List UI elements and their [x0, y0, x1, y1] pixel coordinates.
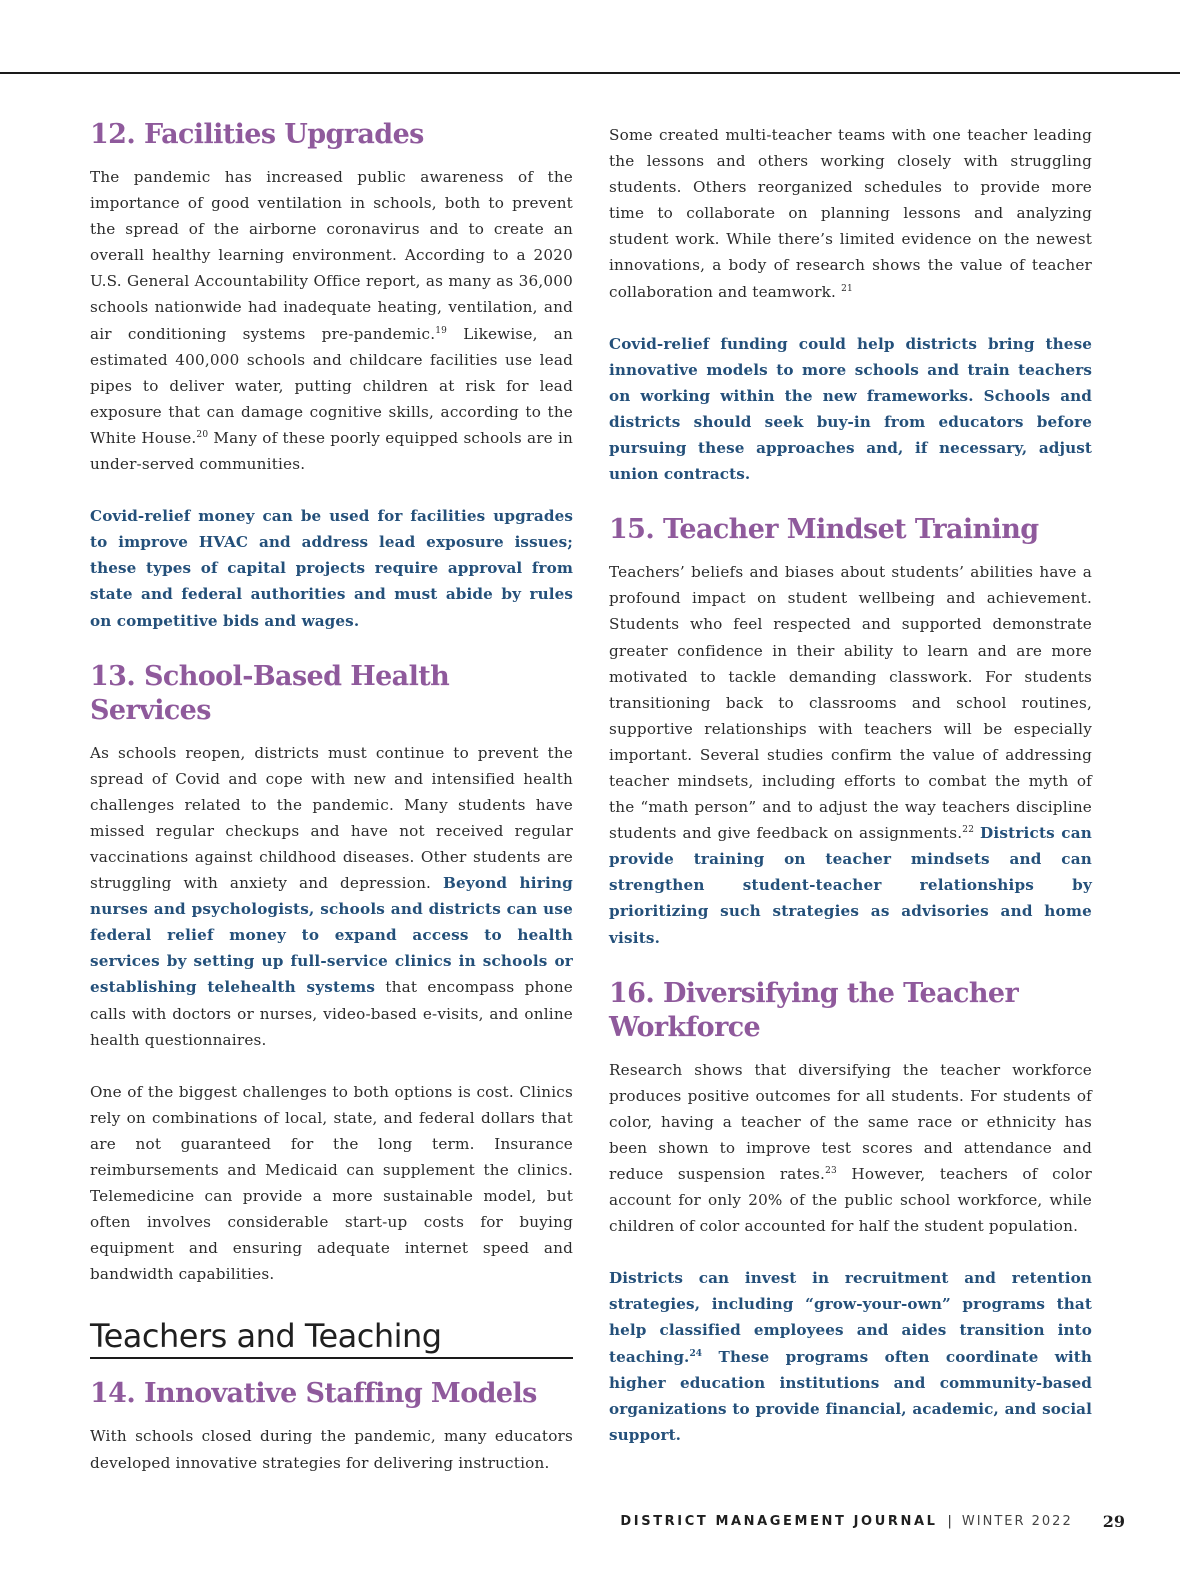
section-16-callout: Districts can invest in recruitment and retention strategies, including “grow-your-own” programs that help classified employees and aides transition into teaching.$^{24}$ These programs often coordinate with higher education institutions and community-based organizations to provide financial, academic, and social support. — [609, 1269, 1092, 1444]
section-14-callout: Covid-relief funding could help districts bring these innovative models to more schools and train teachers on working within the new frameworks. Schools and districts should seek buy-in from educators before pursuing these approaches and, if necessary, adjust union contracts. — [609, 334, 1092, 484]
section-16-title: 16. Diversifying the Teacher Workforce — [609, 977, 1019, 1043]
footnote-ref: 21 — [841, 283, 853, 294]
section-15-body: Teachers’ beliefs and biases about students’ abilities have a profound impact on student wellbeing and achievement. Students who feel respected and supported demonstrate greater confidence in their ability to learn and are more motivated to tackle demanding classwork. For students transitioning back to classrooms and school routines, supportive relationships with teachers will be especially important. Several studies confirm the value of addressing teacher mindsets, including efforts to combat the myth of the “math person” and to adjust the way teachers discipline students and give feedback on assignments.$^{22}$ Districts can provide training on teacher mindsets and can strengthen student-teacher relationships by prioritizing such strategies as advisories and home visits. — [609, 563, 1093, 947]
section-14-body-2: Some created multi-teacher teams with one teacher leading the lessons and others working closely with struggling students. Others reorganized schedules to provide more time to collaborate on planning lessons and analyzing student work. While there’s limited evidence on the newest innovations, a body of research shows the value of teacher collaboration and teamwork. $^{21}$ — [609, 126, 1092, 301]
footnote-ref: 22 — [962, 825, 975, 836]
left-column — [90, 118, 573, 1502]
section-14-body: With schools closed during the pandemic, many educators developed innovative strategies for delivering instruction. — [90, 1427, 573, 1472]
section-13-body-2: One of the biggest challenges to both options is cost. Clinics rely on combinations of local, state, and federal dollars that are not guaranteed for the long term. Insurance reimbursements and Medicaid can supplement the clinics. Telemedicine can provide a more sustainable model, but often involves considerable start-up costs for buying equipment and ensuring adequate internet speed and bandwidth capabilities. — [90, 1082, 573, 1284]
section-15-title: 15. Teacher Mindset Training — [609, 514, 1039, 546]
section-13-inline-callout: Beyond hiring nurses and psychologists, schools and districts can use federal relief money to expand access to health services by setting up full-service clinics in schools or establishing telehealth systems — [90, 874, 573, 997]
group-heading: Teachers and Teaching — [90, 1317, 573, 1359]
section-12-body: The pandemic has increased public awareness of the importance of good ventilation in schools, both to prevent the spread of the airborne coronavirus and to create an overall healthy learning environment. According to a 2020 U.S. General Accountability Office report, as many as 36,000 schools nationwide had inadequate heating, ventilation, and air conditioning systems pre-pandemic.$^{19}$ Likewise, an estimated 400,000 schools and childcare facilities use lead pipes to deliver water, putting children at risk for lead exposure that can damage cognitive skills, according to the White House.$^{20}$ Many of these poorly equipped schools are in under-served communities. — [90, 168, 573, 474]
section-14-title: 14. Innovative Staffing Models — [90, 1378, 537, 1410]
footnote-ref: 19 — [435, 325, 448, 336]
page-number: 29 — [1102, 1512, 1125, 1531]
journal-name: DISTRICT MANAGEMENT JOURNAL — [620, 1514, 938, 1529]
section-16-body: Research shows that diversifying the teacher workforce produces positive outcomes for all students. For students of color, having a teacher of the same race or ethnicity has been shown to improve test scores and attendance and reduce suspension rates.$^{23}$ However, teachers of color account for only 20% of the public school workforce, while children of color accounted for half the student population. — [609, 1060, 1092, 1236]
footnote-ref: 20 — [196, 429, 209, 440]
page-footer — [620, 1512, 1125, 1531]
section-13-body: As schools reopen, districts must continue to prevent the spread of Covid and cope with new and intensified health challenges related to the pandemic. Many students have missed regular checkups and have not received regular vaccinations against childhood diseases. Other students are struggling with anxiety and depression. Beyond hiring nurses and psychologists, schools and districts can use federal relief money to expand access to health services by setting up full-service clinics in schools or establishing telehealth systems that encompass phone calls with doctors or nurses, video-based e-visits, and online health questionnaires. — [90, 743, 573, 1049]
right-column — [609, 122, 1092, 1474]
section-12-title: 12. Facilities Upgrades — [90, 119, 424, 150]
footer-separator: | — [947, 1514, 952, 1529]
section-12-callout: Covid-relief money can be used for facilities upgrades to improve HVAC and address lead exposure issues; these types of capital projects require approval from state and federal authorities and must abide by rules on competitive bids and wages. — [90, 507, 573, 630]
issue-label: WINTER 2022 — [961, 1514, 1073, 1529]
top-rule — [0, 72, 1180, 74]
section-15-callout: Districts can provide training on teacher mindsets and can strengthen student-teacher relationships by prioritizing such strategies as advisories and home visits. — [609, 824, 1093, 947]
footnote-ref: 24 — [689, 1348, 703, 1359]
section-13-title: 13. School-Based Health Services — [90, 660, 450, 726]
footnote-ref: 23 — [825, 1166, 837, 1176]
